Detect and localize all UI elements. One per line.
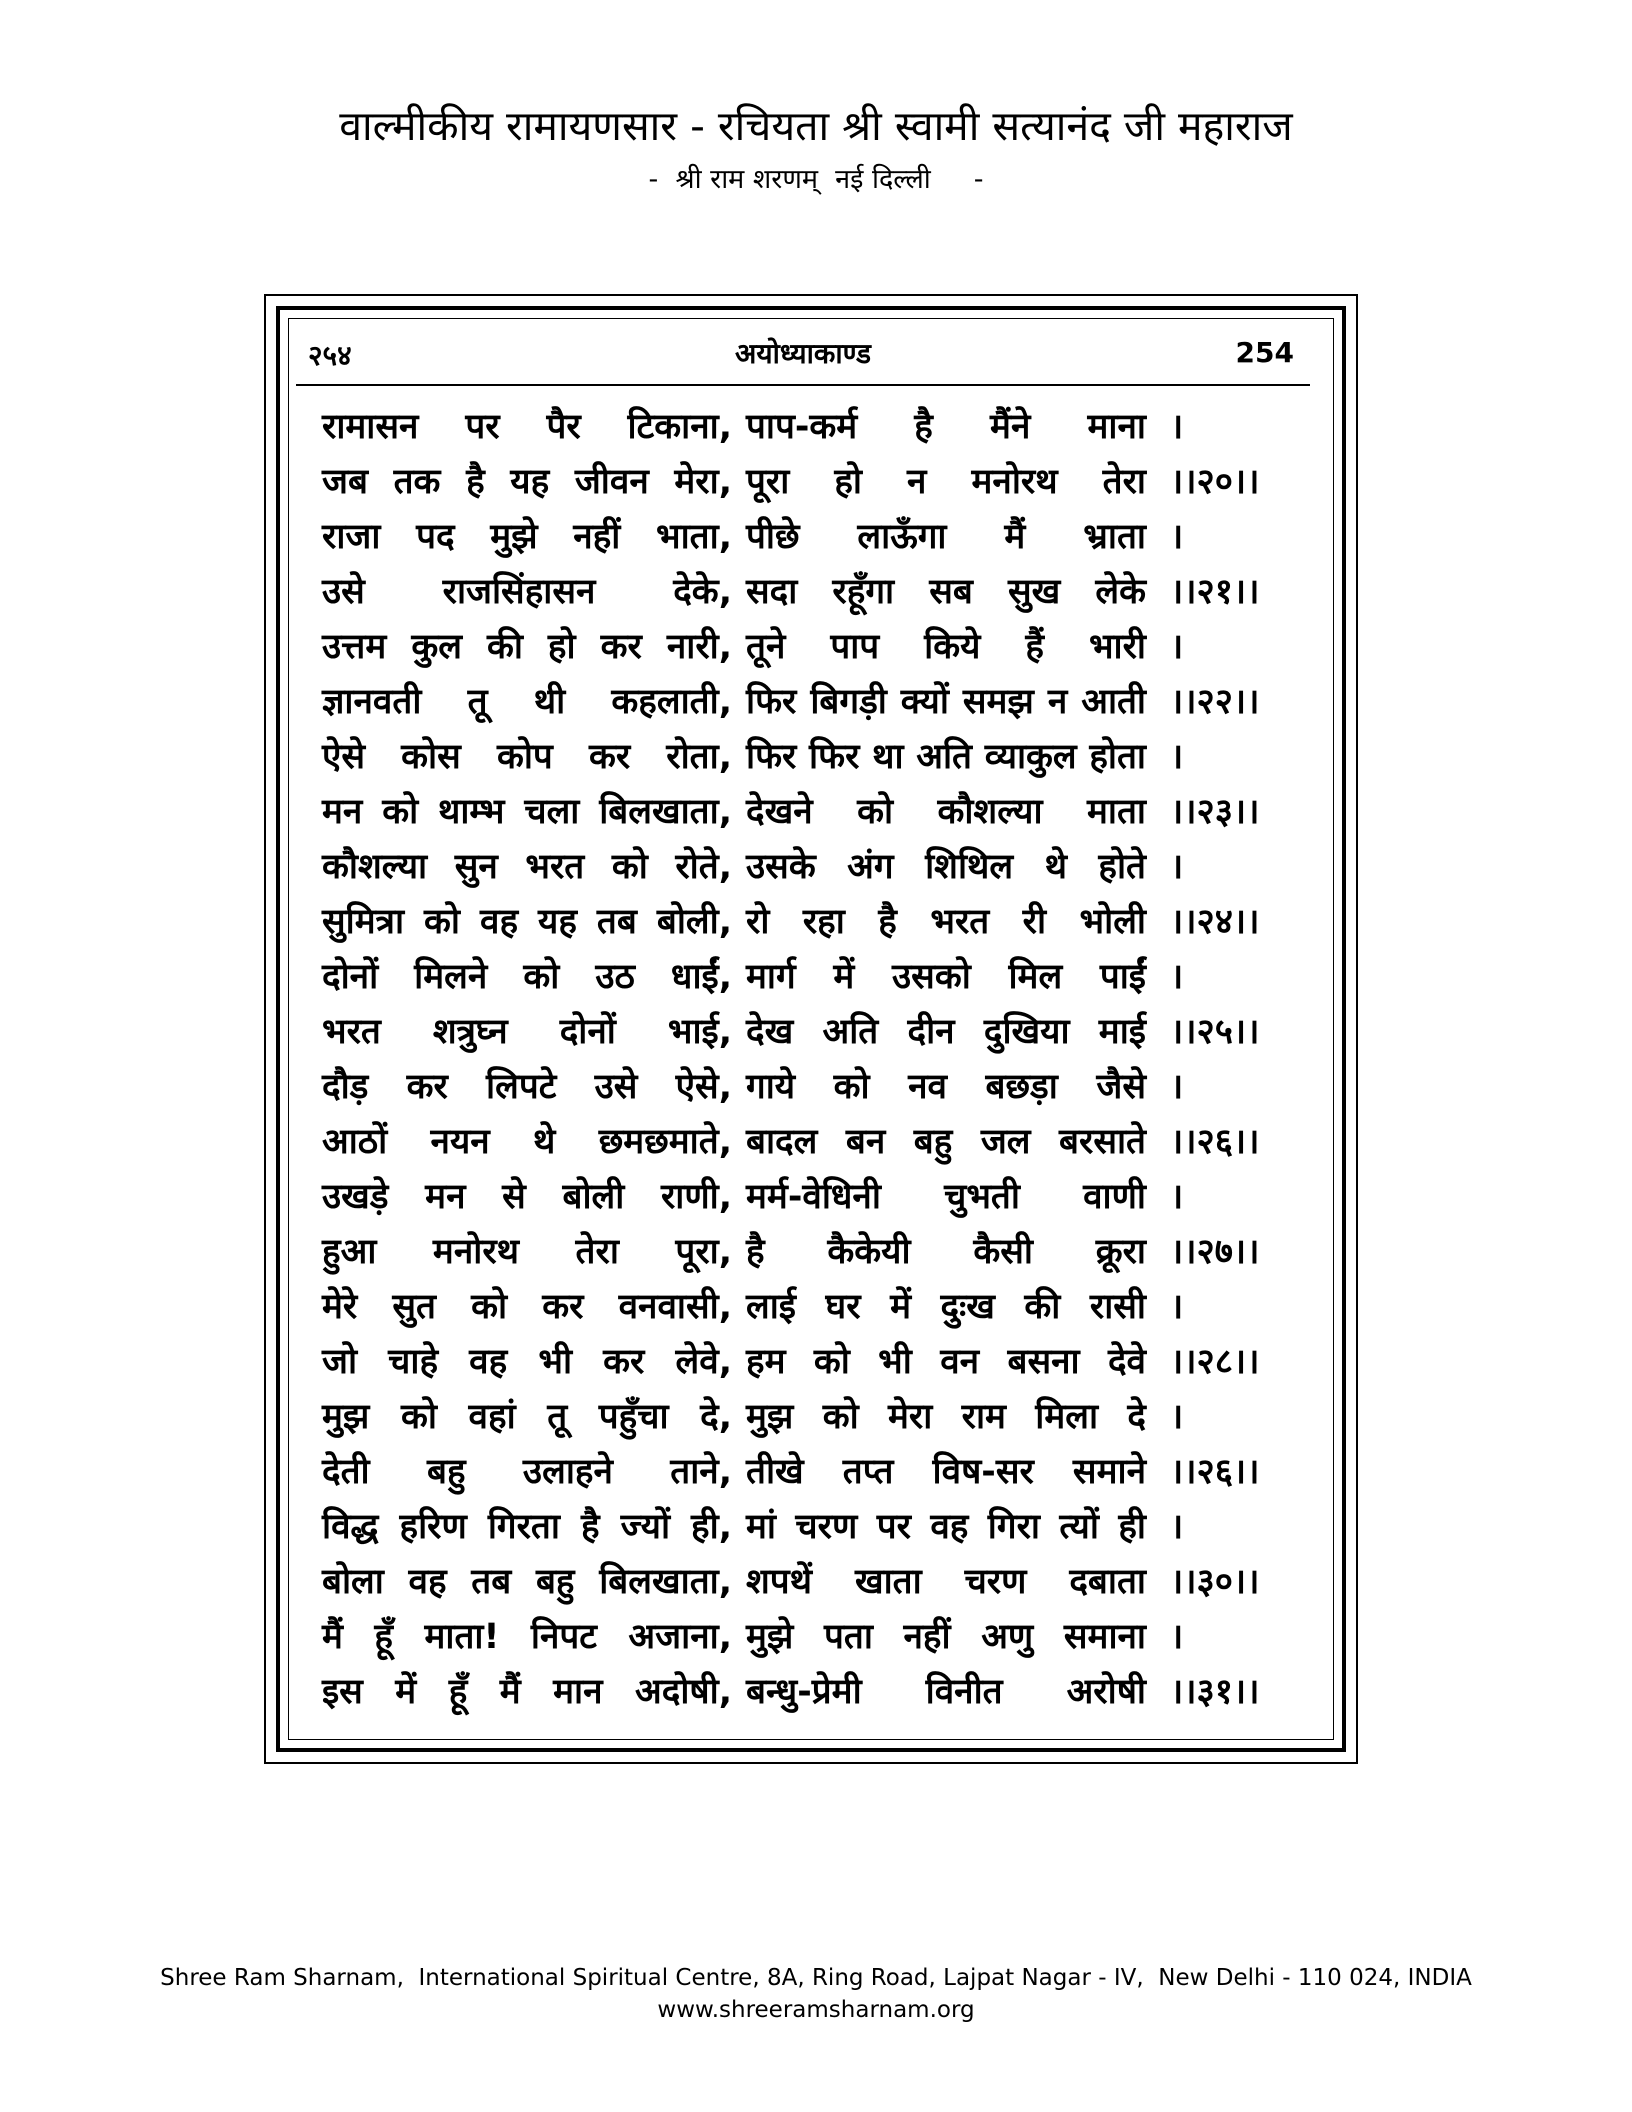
- verse-first-half: ज्ञानवती तू थी कहलाती,: [322, 682, 732, 722]
- verse-second-half: मां चरण पर वह गिरा त्यों ही: [746, 1507, 1146, 1547]
- verse-second-half: मुझ को मेरा राम मिला दे: [746, 1397, 1146, 1437]
- verse-number-mark: ।।२०।।: [1170, 462, 1260, 502]
- verse-row: [322, 451, 1322, 506]
- verse-second-half: पाप-कर्म है मैंने माना: [746, 407, 1146, 447]
- verse-first-half: राजा पद मुझे नहीं भाता,: [322, 517, 732, 557]
- verse-number-mark: ।।३०।।: [1170, 1562, 1260, 1602]
- verse-number-mark: ।: [1170, 517, 1184, 557]
- verse-first-half: हुआ मनोरथ तेरा पूरा,: [322, 1232, 732, 1272]
- verse-first-half: जो चाहे वह भी कर लेवे,: [322, 1342, 732, 1382]
- verse-second-half: गाये को नव बछड़ा जैसे: [746, 1067, 1146, 1107]
- verse-row: [322, 1661, 1322, 1716]
- verse-number-mark: ।: [1170, 957, 1184, 997]
- page-header-title: वाल्मीकीय रामायणसार - रचियता श्री स्वामी सत्यानंद जी महाराज: [339, 102, 1293, 150]
- verse-second-half: शपथें खाता चरण दबाता: [746, 1562, 1146, 1602]
- verse-second-half: रो रहा है भरत री भोली: [746, 902, 1146, 942]
- verse-number-mark: ।: [1170, 1287, 1184, 1327]
- verse-number-mark: ।।२८।।: [1170, 1342, 1260, 1382]
- verse-first-half: जब तक है यह जीवन मेरा,: [322, 462, 732, 502]
- verse-first-half: उसे राजसिंहासन देके,: [322, 572, 732, 612]
- verse-number-mark: ।: [1170, 737, 1184, 777]
- verse-row: [322, 1496, 1322, 1551]
- verse-second-half: लाई घर में दुःख की रासी: [746, 1287, 1146, 1327]
- verse-first-half: मैं हूँ माता! निपट अजाना,: [322, 1617, 732, 1657]
- verse-number-mark: ।: [1170, 1617, 1184, 1657]
- verse-row: [322, 726, 1322, 781]
- verse-second-half: देख अति दीन दुखिया माई: [746, 1012, 1146, 1052]
- verse-number-mark: ।।२७।।: [1170, 1232, 1260, 1272]
- verse-first-half: उखड़े मन से बोली राणी,: [322, 1177, 732, 1217]
- verse-number-mark: ।: [1170, 1067, 1184, 1107]
- verse-number-mark: ।: [1170, 847, 1184, 887]
- verse-first-half: भरत शत्रुघ्न दोनों भाई,: [322, 1012, 732, 1052]
- verse-row: [322, 1166, 1322, 1221]
- verse-second-half: बादल बन बहु जल बरसाते: [746, 1122, 1146, 1162]
- verse-row: [322, 1606, 1322, 1661]
- verse-row: [322, 946, 1322, 1001]
- verse-second-half: तीखे तप्त विष-सर समाने: [746, 1452, 1146, 1492]
- verse-number-mark: ।: [1170, 407, 1184, 447]
- chapter-title: अयोध्याकाण्ड: [735, 337, 871, 370]
- verse-row: [322, 671, 1322, 726]
- verse-second-half: पूरा हो न मनोरथ तेरा: [746, 462, 1146, 502]
- verse-first-half: बोला वह तब बहु बिलखाता,: [322, 1562, 732, 1602]
- verse-number-mark: ।।३१।।: [1170, 1672, 1260, 1712]
- verse-row: [322, 781, 1322, 836]
- verse-first-half: इस में हूँ मैं मान अदोषी,: [322, 1672, 732, 1712]
- verse-number-mark: ।।२२।।: [1170, 682, 1260, 722]
- verse-first-half: आठों नयन थे छमछमाते,: [322, 1122, 732, 1162]
- verse-first-half: देती बहु उलाहने ताने,: [322, 1452, 732, 1492]
- verse-first-half: रामासन पर पैर टिकाना,: [322, 407, 732, 447]
- verse-second-half: फिर बिगड़ी क्यों समझ न आती: [746, 682, 1146, 722]
- verse-number-mark: ।: [1170, 627, 1184, 667]
- verse-first-half: मन को थाम्भ चला बिलखाता,: [322, 792, 732, 832]
- verse-first-half: मुझ को वहां तू पहुँचा दे,: [322, 1397, 732, 1437]
- verse-row: [322, 396, 1322, 451]
- verse-number-mark: ।।२३।।: [1170, 792, 1260, 832]
- verse-second-half: बन्धु-प्रेमी विनीत अरोषी: [746, 1672, 1146, 1712]
- verse-number-mark: ।।२६।।: [1170, 1122, 1260, 1162]
- verse-row: [322, 891, 1322, 946]
- verse-number-mark: ।: [1170, 1177, 1184, 1217]
- verse-row: [322, 1276, 1322, 1331]
- verse-second-half: देखने को कौशल्या माता: [746, 792, 1146, 832]
- page-number-devanagari: २५४: [308, 339, 352, 372]
- verse-second-half: सदा रहूँगा सब सुख लेके: [746, 572, 1146, 612]
- verse-second-half: फिर फिर था अति व्याकुल होता: [746, 737, 1146, 777]
- verse-first-half: दोनों मिलने को उठ धाईं,: [322, 957, 732, 997]
- verse-row: [322, 836, 1322, 891]
- verse-number-mark: ।।२१।।: [1170, 572, 1260, 612]
- verse-first-half: मेरे सुत को कर वनवासी,: [322, 1287, 732, 1327]
- verse-second-half: पीछे लाऊँगा मैं भ्राता: [746, 517, 1146, 557]
- verse-row: [322, 1331, 1322, 1386]
- verse-first-half: उत्तम कुल की हो कर नारी,: [322, 627, 732, 667]
- verse-row: [322, 1001, 1322, 1056]
- footer-website: www.shreeramsharnam.org: [657, 1997, 975, 2023]
- verse-frame: [264, 294, 1358, 1764]
- verse-row: [322, 1111, 1322, 1166]
- verse-second-half: मर्म-वेधिनी चुभती वाणी: [746, 1177, 1146, 1217]
- verse-number-mark: ।: [1170, 1397, 1184, 1437]
- chapter-header: [296, 326, 1310, 386]
- verse-second-half: हम को भी वन बसना देवे: [746, 1342, 1146, 1382]
- verse-first-half: सुमित्रा को वह यह तब बोली,: [322, 902, 732, 942]
- page-number: 254: [1235, 336, 1294, 369]
- verse-number-mark: ।।२६।।: [1170, 1452, 1260, 1492]
- footer-address: Shree Ram Sharnam, International Spiritual Centre, 8A, Ring Road, Lajpat Nagar - IV, New Delhi - 110 024, INDIA: [160, 1965, 1472, 1991]
- verse-first-half: ऐसे कोस कोप कर रोता,: [322, 737, 732, 777]
- verse-number-mark: ।: [1170, 1507, 1184, 1547]
- verse-row: [322, 1551, 1322, 1606]
- verse-row: [322, 506, 1322, 561]
- verse-second-half: उसके अंग शिथिल थे होते: [746, 847, 1146, 887]
- verse-second-half: तूने पाप किये हैं भारी: [746, 627, 1146, 667]
- verse-number-mark: ।।२५।।: [1170, 1012, 1260, 1052]
- verse-first-half: विद्ध हरिण गिरता है ज्यों ही,: [322, 1507, 732, 1547]
- verse-list: [322, 396, 1322, 1716]
- page-header-subtitle: - श्री राम शरणम् नई दिल्ली -: [648, 164, 984, 195]
- verse-row: [322, 1221, 1322, 1276]
- verse-row: [322, 1056, 1322, 1111]
- verse-row: [322, 561, 1322, 616]
- verse-second-half: है कैकेयी कैसी क्रूरा: [746, 1232, 1146, 1272]
- verse-row: [322, 616, 1322, 671]
- verse-first-half: कौशल्या सुन भरत को रोते,: [322, 847, 732, 887]
- verse-row: [322, 1441, 1322, 1496]
- verse-second-half: मुझे पता नहीं अणु समाना: [746, 1617, 1146, 1657]
- verse-first-half: दौड़ कर लिपटे उसे ऐसे,: [322, 1067, 732, 1107]
- verse-number-mark: ।।२४।।: [1170, 902, 1260, 942]
- verse-second-half: मार्ग में उसको मिल पाईं: [746, 957, 1146, 997]
- verse-row: [322, 1386, 1322, 1441]
